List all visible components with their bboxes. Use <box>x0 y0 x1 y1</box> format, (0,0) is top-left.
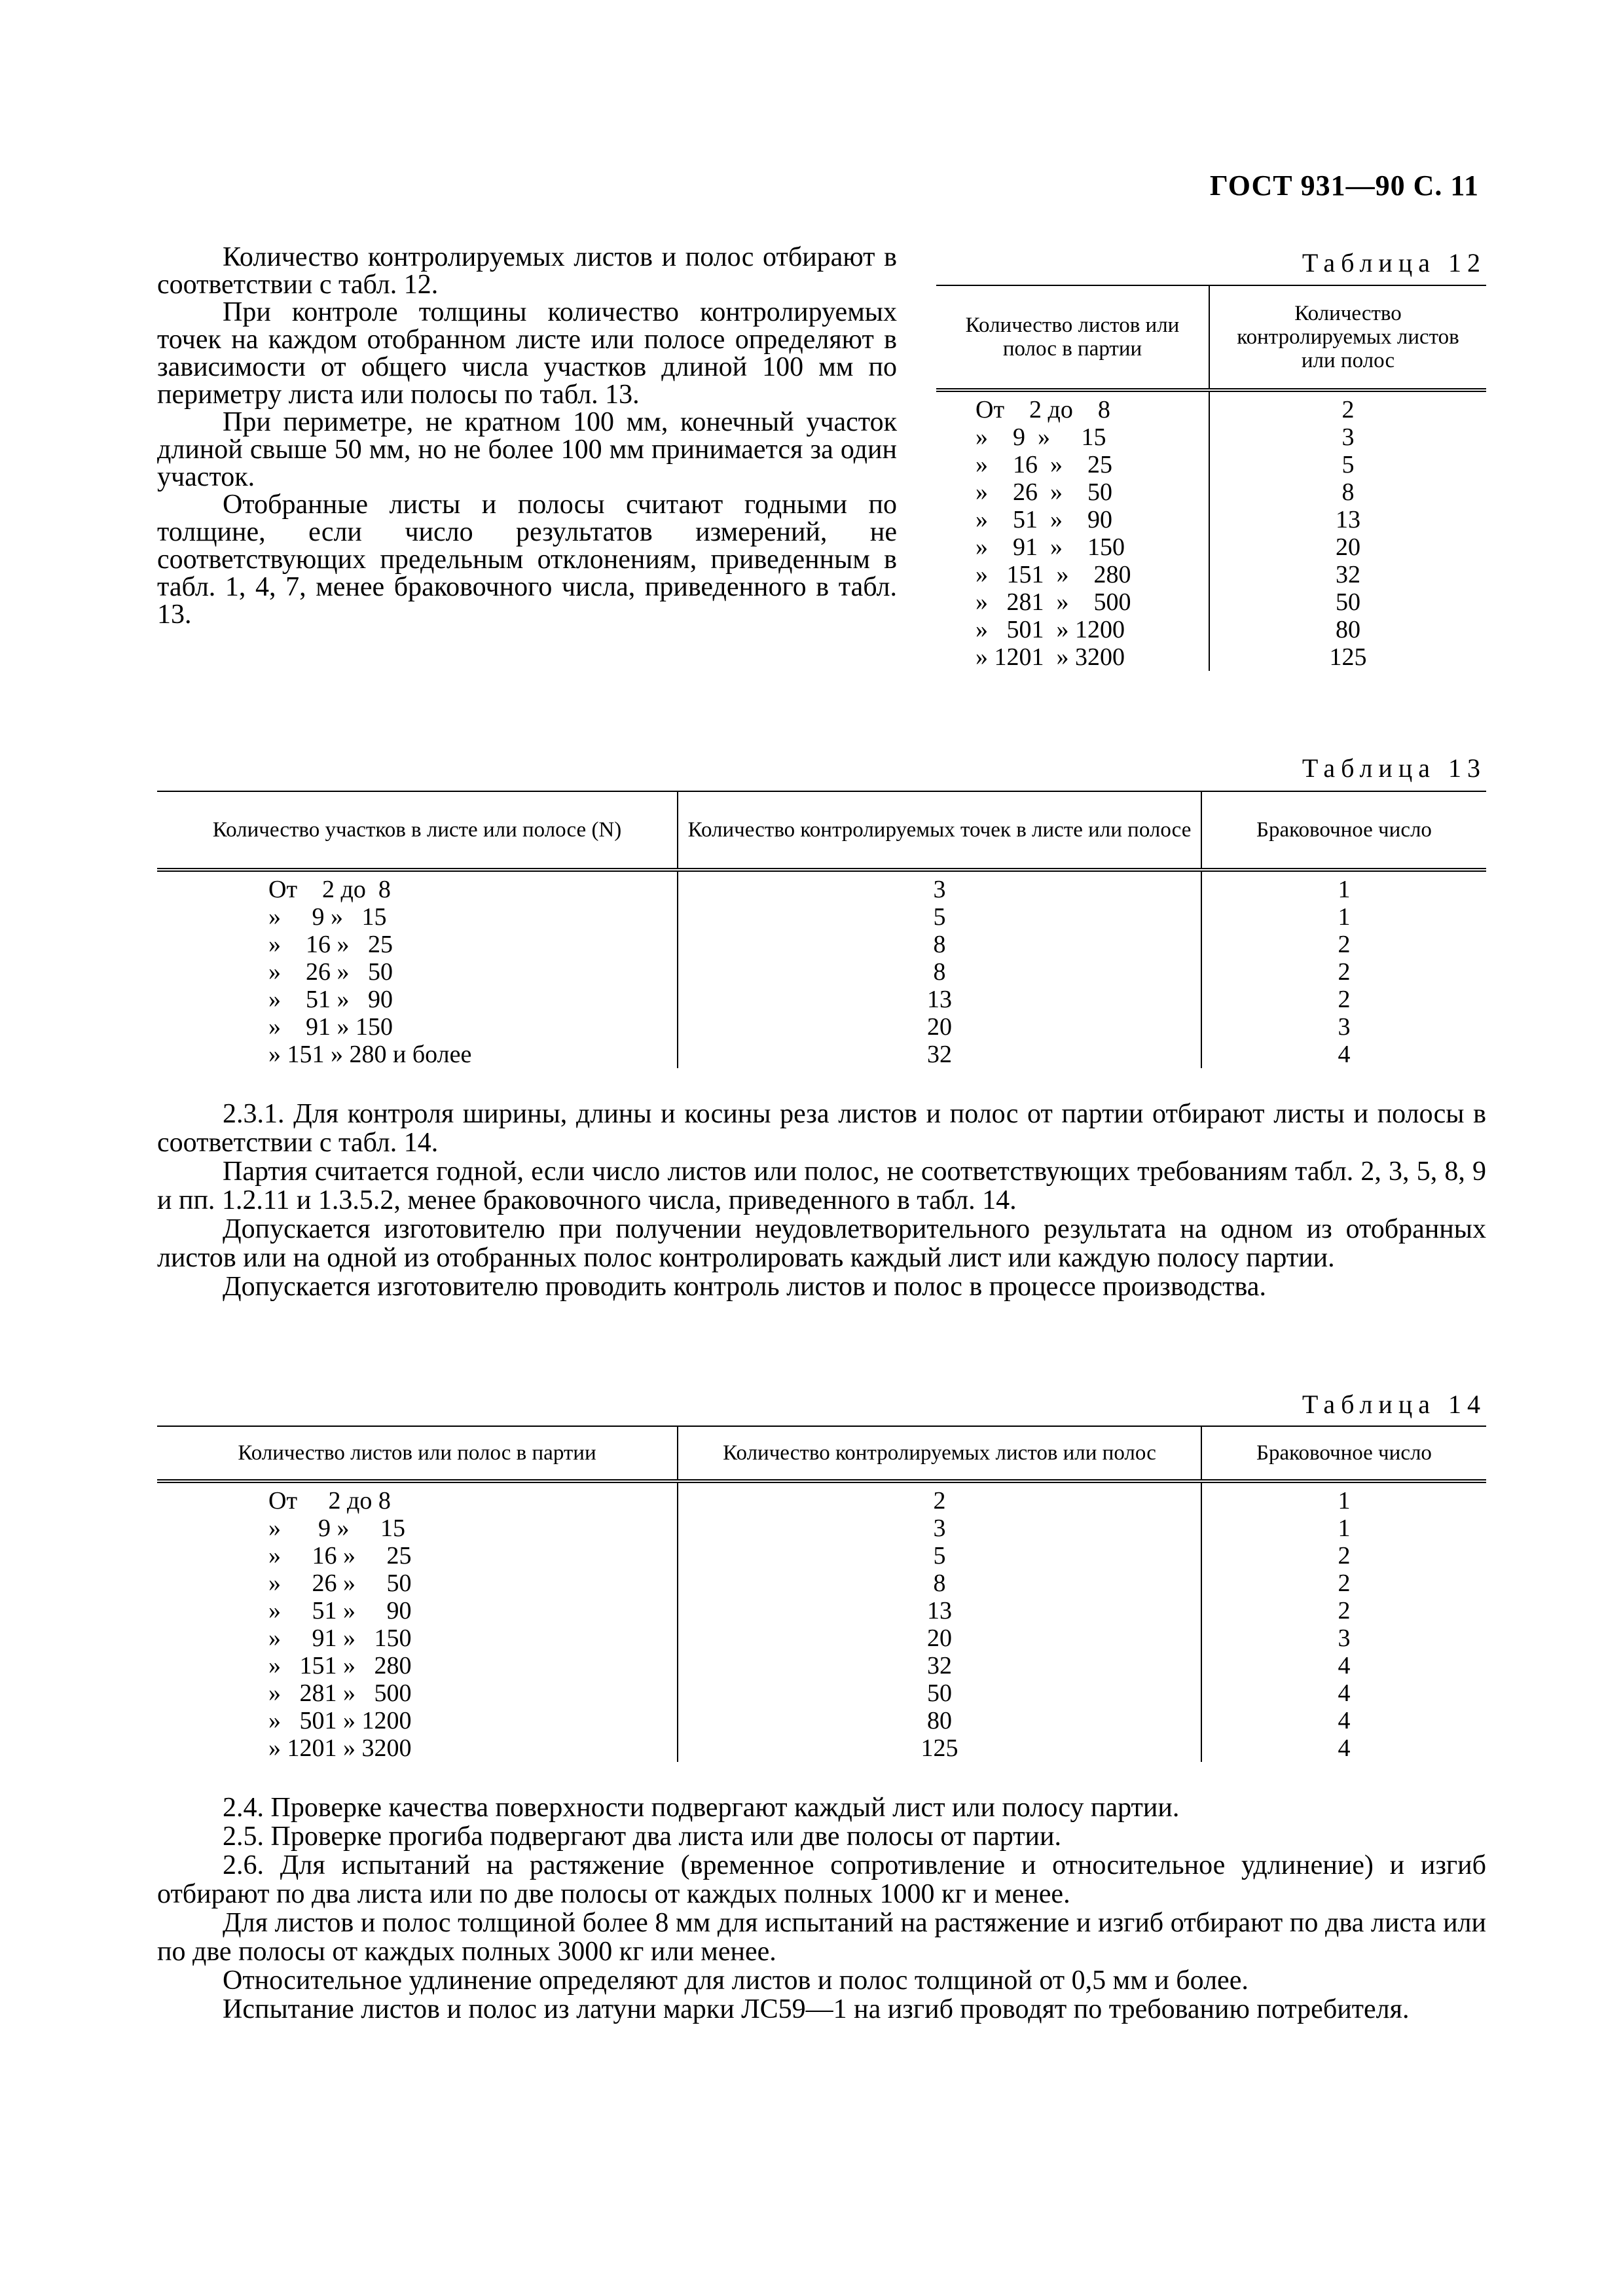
range-cell: » 91 » 150 <box>268 1624 412 1652</box>
value-cell: 5 <box>1209 451 1486 478</box>
table12 <box>936 285 1486 671</box>
table-row <box>936 451 1486 478</box>
value-cell: 13 <box>678 986 1201 1013</box>
table-row <box>157 1597 1486 1624</box>
table-row <box>157 870 1486 903</box>
range-cell: » 1201 » 3200 <box>268 1734 412 1762</box>
value-cell: 20 <box>678 1624 1201 1652</box>
range-cell: » 16 » 25 <box>268 931 393 958</box>
table14-header-count: Количество листов или полос в партии <box>157 1426 678 1481</box>
table13-header-reject: Браковочное число <box>1201 791 1486 870</box>
range-cell: » 281 » 500 <box>268 1679 412 1707</box>
value-cell: 2 <box>1201 958 1486 986</box>
value-cell: 2 <box>1201 1570 1486 1597</box>
value-cell: 50 <box>678 1679 1201 1707</box>
value-cell: 32 <box>678 1041 1201 1068</box>
table13 <box>157 791 1486 1068</box>
table-row <box>157 958 1486 986</box>
paragraph: При контроле толщины количество контролируемых точек на каждом отобранном листе или полосе определяют в зависимости от общего числа участков длиной 100 мм по периметру листа или полосы по табл. 13. <box>157 297 897 410</box>
range-cell: » 501 » 1200 <box>976 616 1125 643</box>
range-cell: От 2 до 8 <box>976 396 1110 423</box>
value-cell: 32 <box>678 1652 1201 1679</box>
value-cell: 8 <box>678 931 1201 958</box>
value-cell: 4 <box>1201 1041 1486 1068</box>
value-cell: 50 <box>1209 588 1486 616</box>
value-cell: 4 <box>1201 1679 1486 1707</box>
range-cell: » 501 » 1200 <box>268 1707 412 1734</box>
table-row <box>157 931 1486 958</box>
table14 <box>157 1426 1486 1762</box>
table-row <box>157 903 1486 931</box>
paragraph: Для листов и полос толщиной более 8 мм для испытаний на растяжение и изгиб отбирают по два листа или по две полосы от каждых полных 3000 кг или менее. <box>157 1908 1486 1967</box>
table-row <box>157 1041 1486 1068</box>
table-row <box>936 616 1486 643</box>
table14-header-reject: Браковочное число <box>1201 1426 1486 1481</box>
table-row <box>936 478 1486 506</box>
table12-caption: Таблица 12 <box>1302 248 1486 278</box>
value-cell: 13 <box>1209 506 1486 533</box>
range-cell: » 16 » 25 <box>268 1542 412 1570</box>
range-cell: » 51 » 90 <box>976 506 1112 533</box>
table-row <box>157 1734 1486 1762</box>
paragraph: При периметре, не кратном 100 мм, конечный участок длиной свыше 50 мм, но не более 100 мм принимается за один участок. <box>157 407 897 492</box>
middle-text <box>157 1100 1486 1301</box>
table-row <box>936 533 1486 561</box>
table13-header-sections: Количество участков в листе или полосе (N) <box>157 791 678 870</box>
table-row <box>936 561 1486 588</box>
value-cell: 3 <box>678 1515 1201 1542</box>
table13-header-points: Количество контролируемых точек в листе или полосе <box>678 791 1201 870</box>
range-cell: » 26 » 50 <box>268 1570 412 1597</box>
value-cell: 4 <box>1201 1734 1486 1762</box>
value-cell: 20 <box>1209 533 1486 561</box>
value-cell: 3 <box>1209 423 1486 451</box>
value-cell: 3 <box>1201 1013 1486 1041</box>
table12-header-count: Количество листов или полос в партии <box>936 285 1209 390</box>
table-row <box>157 1013 1486 1041</box>
table12-header-controlled: Количество контролируемых листов или полос <box>1209 285 1486 390</box>
table-row <box>936 588 1486 616</box>
value-cell: 8 <box>678 958 1201 986</box>
value-cell: 2 <box>1209 390 1486 423</box>
table14-header-controlled: Количество контролируемых листов или полос <box>678 1426 1201 1481</box>
value-cell: 4 <box>1201 1652 1486 1679</box>
table-row <box>936 390 1486 423</box>
table-row <box>936 423 1486 451</box>
range-cell: » 26 » 50 <box>268 958 393 986</box>
range-cell: От 2 до 8 <box>268 876 391 903</box>
paragraph: Относительное удлинение определяют для листов и полос толщиной от 0,5 мм и более. <box>223 1965 1249 1996</box>
value-cell: 125 <box>1209 643 1486 671</box>
value-cell: 3 <box>1201 1624 1486 1652</box>
table-row <box>157 1515 1486 1542</box>
value-cell: 3 <box>678 870 1201 903</box>
value-cell: 1 <box>1201 870 1486 903</box>
range-cell: » 26 » 50 <box>976 478 1112 506</box>
value-cell: 5 <box>678 903 1201 931</box>
range-cell: » 51 » 90 <box>268 1597 412 1624</box>
paragraph: Допускается изготовителю проводить контроль листов и полос в процессе производства. <box>223 1272 1266 1302</box>
value-cell: 80 <box>678 1707 1201 1734</box>
value-cell: 1 <box>1201 1481 1486 1515</box>
final-text <box>157 1793 1486 2024</box>
range-cell: » 91 » 150 <box>268 1013 393 1041</box>
value-cell: 4 <box>1201 1707 1486 1734</box>
range-cell: » 51 » 90 <box>268 986 393 1013</box>
paragraph: 2.5. Проверке прогиба подвергают два листа или две полосы от партии. <box>223 1821 1061 1852</box>
value-cell: 125 <box>678 1734 1201 1762</box>
paragraph: Партия считается годной, если число листов или полос, не соответствующих требованиям табл. 2, 3, 5, 8, 9 и пп. 1.2.11 и 1.3.5.2, менее браковочного числа, приведенного в табл. 14. <box>157 1157 1486 1215</box>
value-cell: 32 <box>1209 561 1486 588</box>
value-cell: 2 <box>1201 1542 1486 1570</box>
table13-caption: Таблица 13 <box>1302 753 1486 783</box>
paragraph: 2.3.1. Для контроля ширины, длины и косины реза листов и полос от партии отбирают листы и полосы в соответствии с табл. 14. <box>157 1099 1486 1158</box>
paragraph: Испытание листов и полос из латуни марки ЛС59—1 на изгиб проводят по требованию потребителя. <box>223 1994 1410 2024</box>
paragraph: 2.4. Проверке качества поверхности подвергают каждый лист или полосу партии. <box>223 1793 1180 1823</box>
range-cell: » 16 » 25 <box>976 451 1112 478</box>
range-cell: » 151 » 280 <box>976 561 1131 588</box>
page-header: ГОСТ 931—90 С. 11 <box>1209 170 1479 202</box>
value-cell: 80 <box>1209 616 1486 643</box>
table-row <box>157 1707 1486 1734</box>
table-row <box>157 1570 1486 1597</box>
paragraph: Допускается изготовителю при получении неудовлетворительного результата на одном из отобранных листов или на одной из отобранных полос контролировать каждый лист или каждую полосу партии. <box>157 1214 1486 1273</box>
table-row <box>936 643 1486 671</box>
table14-caption: Таблица 14 <box>1302 1390 1486 1419</box>
table-row <box>157 1481 1486 1515</box>
value-cell: 2 <box>678 1481 1201 1515</box>
table-row <box>157 1679 1486 1707</box>
value-cell: 1 <box>1201 903 1486 931</box>
value-cell: 8 <box>678 1570 1201 1597</box>
range-cell: » 91 » 150 <box>976 533 1125 561</box>
value-cell: 2 <box>1201 986 1486 1013</box>
table-row <box>936 506 1486 533</box>
paragraph: Количество контролируемых листов и полос отбирают в соответствии с табл. 12. <box>157 242 897 300</box>
value-cell: 13 <box>678 1597 1201 1624</box>
range-cell: » 151 » 280 и более <box>268 1041 472 1068</box>
paragraph: 2.6. Для испытаний на растяжение (временное сопротивление и относительное удлинение) и изгиб отбирают по два листа или по две полосы от каждых полных 1000 кг и менее. <box>157 1850 1486 1909</box>
range-cell: » 1201 » 3200 <box>976 643 1125 671</box>
table-row <box>157 986 1486 1013</box>
value-cell: 2 <box>1201 1597 1486 1624</box>
table-row <box>157 1624 1486 1652</box>
range-cell: » 9 » 15 <box>976 423 1106 451</box>
range-cell: От 2 до 8 <box>268 1487 391 1515</box>
paragraph: Отобранные листы и полосы считают годными по толщине, если число результатов измерений, не соответствующих предельным отклонениям, приведенным в табл. 1, 4, 7, менее браковочного числа, приведенного в табл. 13. <box>157 490 897 630</box>
value-cell: 20 <box>678 1013 1201 1041</box>
table-row <box>157 1542 1486 1570</box>
value-cell: 2 <box>1201 931 1486 958</box>
value-cell: 5 <box>678 1542 1201 1570</box>
range-cell: » 151 » 280 <box>268 1652 412 1679</box>
table-row <box>157 1652 1486 1679</box>
intro-text <box>157 243 897 628</box>
value-cell: 1 <box>1201 1515 1486 1542</box>
value-cell: 8 <box>1209 478 1486 506</box>
range-cell: » 281 » 500 <box>976 588 1131 616</box>
range-cell: » 9 » 15 <box>268 903 387 931</box>
range-cell: » 9 » 15 <box>268 1515 405 1542</box>
